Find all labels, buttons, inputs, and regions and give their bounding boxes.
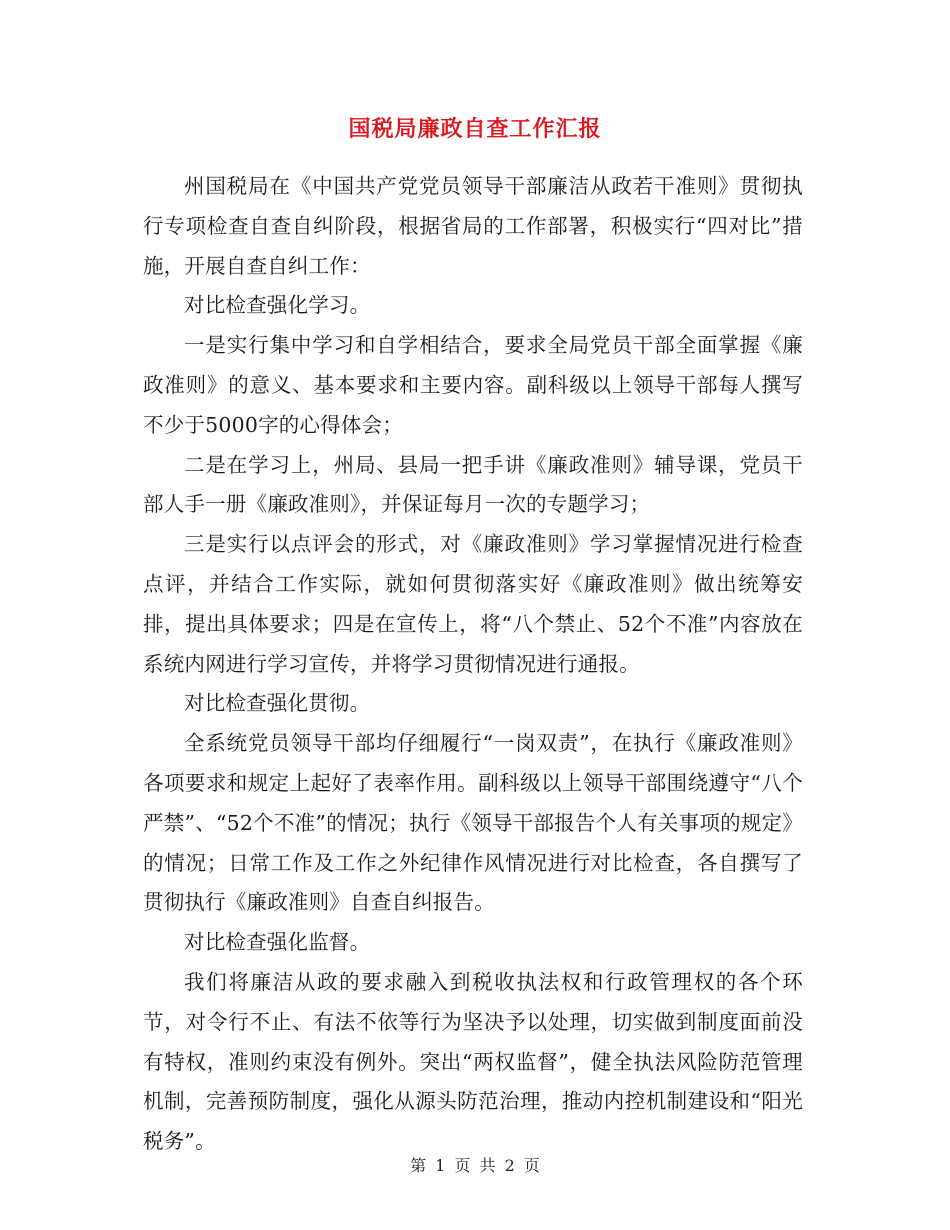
paragraph-supervise: 我们将廉洁从政的要求融入到税收执法权和行政管理权的各个环节，对令行不止、有法不依等行为坚决予以处理，切实做到制度面前没有特权，准则约束没有例外。突出“两权监督”，健全执法风险防范管理机制，完善预防制度，强化从源头防范治理，推动内控机制建设和“阳光税务”。 xyxy=(143,969,803,1154)
page-footer: 第 1 页 共 2 页 xyxy=(410,1156,540,1175)
paragraph-implement: 全系统党员领导干部均仔细履行“一岗双责”，在执行《廉政准则》各项要求和规定上起好了表率作用。副科级以上领导干部围绕遵守“八个严禁”、“52个不准”的情况；执行《领导干部报告个人有关事项的规定》的情况；日常工作及工作之外纪律作风情况进行对比检查，各自撰写了贯彻执行《廉政准则》自查自纠报告。 xyxy=(143,731,803,915)
section-heading-implement: 对比检查强化贯彻。 xyxy=(184,691,371,716)
paragraph-study-2: 二是在学习上，州局、县局一把手讲《廉政准则》辅导课，党员干部人手一册《廉政准则》，并保证每月一次的专题学习； xyxy=(143,452,803,517)
document-body xyxy=(143,167,803,1162)
section-heading-study: 对比检查强化学习。 xyxy=(184,293,371,318)
paragraph-study-3: 三是实行以点评会的形式，对《廉政准则》学习掌握情况进行检查点评，并结合工作实际，就如何贯彻落实好《廉政准则》做出统筹安排，提出具体要求；四是在宣传上，将“八个禁止、52个不准”内容放在系统内网进行学习宣传，并将学习贯彻情况进行通报。 xyxy=(143,532,803,676)
paragraph-intro: 州国税局在《中国共产党党员领导干部廉洁从政若干准则》贯彻执行专项检查自查自纠阶段，根据省局的工作部署，积极实行“四对比”措施，开展自查自纠工作： xyxy=(143,174,803,278)
document-title: 国税局廉政自查工作汇报 xyxy=(348,117,602,142)
paragraph-study-1: 一是实行集中学习和自学相结合，要求全局党员干部全面掌握《廉政准则》的意义、基本要求和主要内容。副科级以上领导干部每人撰写不少于5000字的心得体会； xyxy=(143,333,803,437)
section-heading-supervise: 对比检查强化监督。 xyxy=(184,930,371,955)
